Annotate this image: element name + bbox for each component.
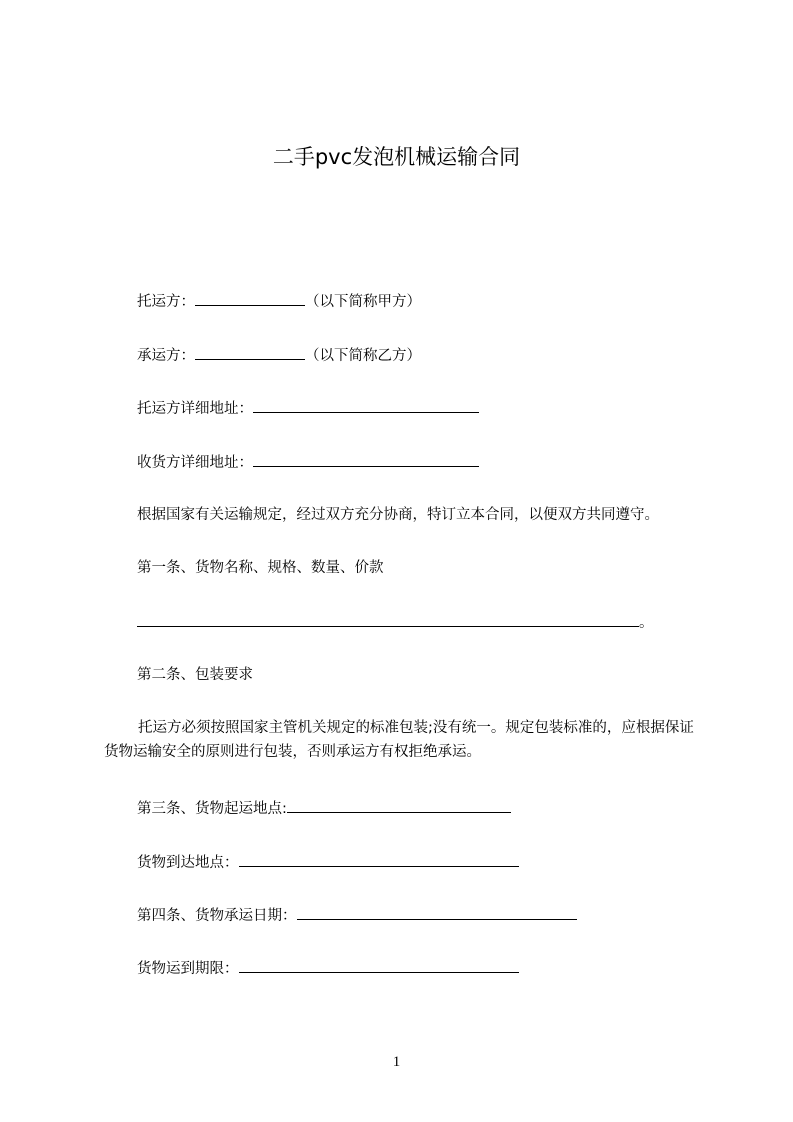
deadline-blank[interactable] <box>239 958 519 973</box>
shipper-address-label: 托运方详细地址： <box>137 401 253 417</box>
article1-end: 。 <box>639 615 654 631</box>
shipper-suffix: （以下简称甲方） <box>305 294 421 310</box>
carrier-label: 承运方： <box>137 348 195 364</box>
article2-paragraph <box>104 716 704 764</box>
carrier-suffix: （以下简称乙方） <box>305 348 421 364</box>
preamble-text: 根据国家有关运输规定，经过双方充分协商，特订立本合同，以便双方共同遵守。 <box>137 507 659 523</box>
consignee-address-label: 收货方详细地址： <box>137 455 253 471</box>
arrival-label: 货物到达地点： <box>137 855 239 871</box>
article4-line <box>137 905 577 926</box>
article3-line <box>137 798 511 819</box>
arrival-line <box>137 852 519 873</box>
carrier-blank[interactable] <box>195 345 305 360</box>
article2-text: 托运方必须按照国家主管机关规定的标准包装;没有统一。规定包装标准的，应根据保证货物运输安全的原则进行包装，否则承运方有权拒绝承运。 <box>104 720 694 760</box>
consignee-address-blank[interactable] <box>253 452 479 467</box>
article1-heading: 第一条、货物名称、规格、数量、价款 <box>137 560 384 576</box>
origin-blank[interactable] <box>287 798 511 813</box>
shipper-label: 托运方： <box>137 294 195 310</box>
consignee-address-line <box>137 452 479 473</box>
article2-heading: 第二条、包装要求 <box>137 667 253 683</box>
deadline-label: 货物运到期限： <box>137 961 239 977</box>
article3-label: 第三条、货物起运地点: <box>137 801 287 817</box>
date-blank[interactable] <box>297 905 577 920</box>
shipper-address-blank[interactable] <box>253 398 479 413</box>
article1-blank[interactable] <box>137 612 639 627</box>
arrival-blank[interactable] <box>239 852 519 867</box>
shipper-blank[interactable] <box>195 291 305 306</box>
shipper-line <box>137 291 421 312</box>
article4-label: 第四条、货物承运日期： <box>137 908 297 924</box>
page-number: 1 <box>392 1054 401 1070</box>
document-title: 二手pvc发泡机械运输合同 <box>272 145 521 169</box>
article1-line <box>137 612 654 633</box>
carrier-line <box>137 345 421 366</box>
deadline-line <box>137 958 519 979</box>
shipper-address-line <box>137 398 479 419</box>
